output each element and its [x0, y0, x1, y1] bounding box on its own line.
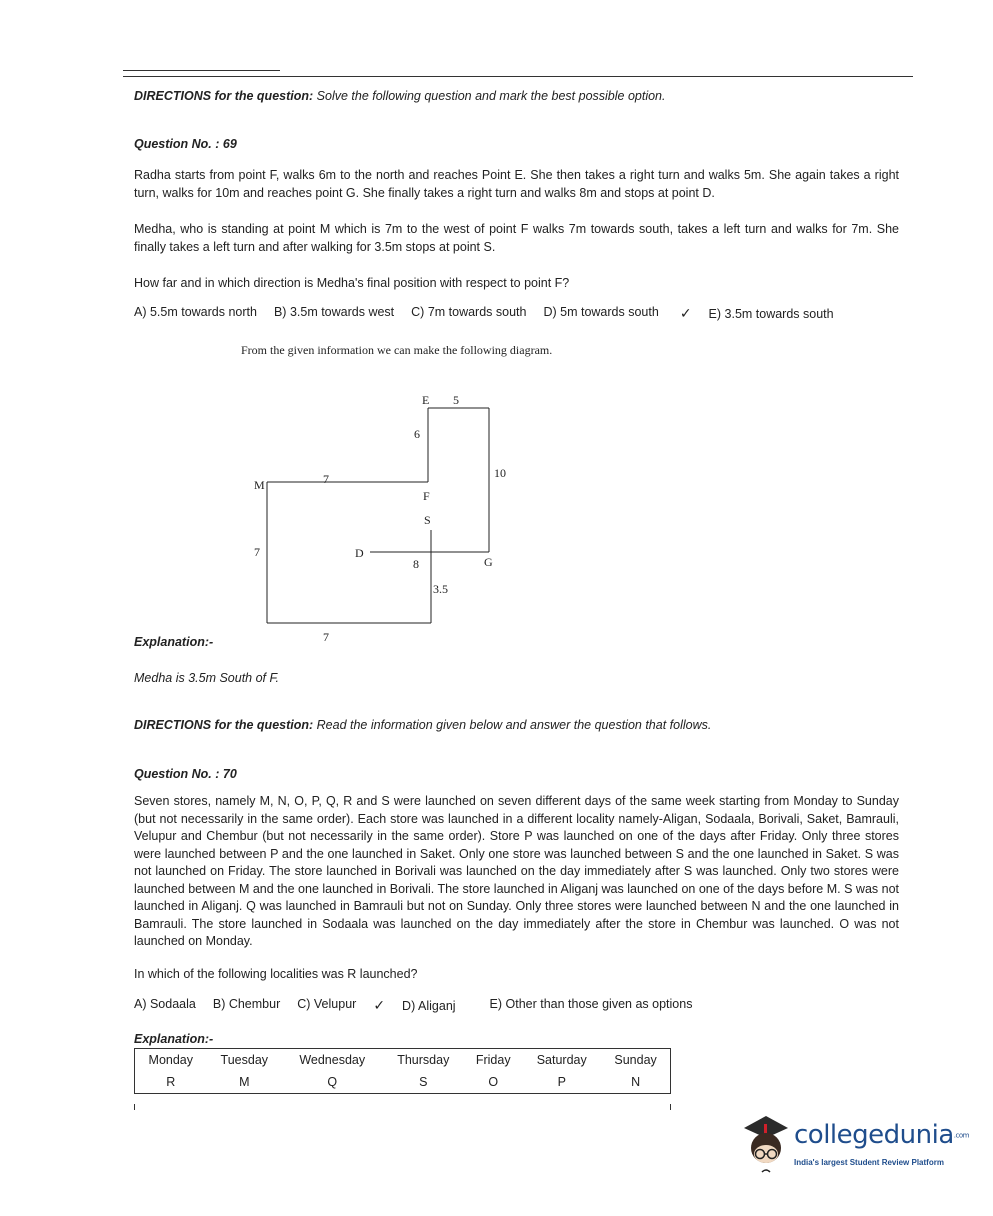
q69-explanation-label: Explanation:- [134, 635, 214, 649]
table-cell: S [419, 1075, 428, 1089]
table-cell: Q [327, 1075, 338, 1089]
q70-option-a[interactable]: A) Sodaala [134, 997, 196, 1011]
label-ef-seg: 6 [414, 427, 420, 441]
label-d: D [355, 546, 364, 560]
logo-wordmark [794, 1120, 969, 1150]
table-cell: Saturday [536, 1053, 587, 1067]
label-m-south-seg: 7 [254, 545, 260, 559]
label-bottom-seg: 7 [323, 630, 329, 644]
q70-question-number: Question No. : 70 [134, 767, 237, 781]
table-cell: R [166, 1075, 176, 1089]
label-f: F [423, 489, 430, 503]
q69-option-d[interactable]: D) 5m towards south [543, 305, 659, 319]
label-mf-seg: 7 [323, 472, 329, 486]
label-m: M [254, 478, 265, 492]
q69-option-a[interactable]: A) 5.5m towards north [134, 305, 257, 319]
table-cell: Sunday [614, 1053, 657, 1067]
correct-check-icon: ✓ [679, 305, 692, 321]
days-table [134, 1048, 671, 1094]
q69-directions-text: Solve the following question and mark the best possible option. [316, 89, 666, 103]
logo-suffix: .com [953, 1131, 969, 1140]
collegedunia-logo [740, 1110, 969, 1180]
q70-explanation-label: Explanation:- [134, 1032, 214, 1046]
q70-directions [134, 718, 711, 732]
q70-options [134, 997, 709, 1014]
table-cell: Tuesday [220, 1053, 269, 1067]
table-row [135, 1049, 671, 1072]
label-dg-seg: 8 [413, 557, 419, 571]
correct-check-icon: ✓ [373, 997, 386, 1013]
q70-option-d-label: D) Aliganj [402, 999, 456, 1013]
label-e-seg: 5 [453, 393, 459, 407]
mascot-icon [740, 1110, 792, 1176]
q69-directions-label: DIRECTIONS for the question: [134, 89, 314, 103]
q70-option-e[interactable]: E) Other than those given as options [489, 997, 693, 1011]
table-cell: Monday [148, 1053, 194, 1067]
q69-question-number: Question No. : 69 [134, 137, 237, 151]
table-cell: P [557, 1075, 566, 1089]
table-cell: Friday [475, 1053, 511, 1067]
table-row [135, 1071, 671, 1094]
q70-paragraph: Seven stores, namely M, N, O, P, Q, R and S were launched on seven different days of the same week starting from Monday to Sunday (but not necessarily in the same order). Each store was launched in a different locality namely-Aligan, Sodaala, Borivali, Saket, Bamrauli, Velupur and Chembur (but not necessarily in the same order). Store P was launched on one of the days after Friday. Only three stores were launched between P and the one launched in Saket. Only one store was launched between S and the one launched in Saket. S was not launched on Friday. The store launched in Borivali was launched on the day immediately after S was launched. Only two stores were launched between M and the one launched in Borivali. The store launched in Aliganj was launched on one of the days before M. S was not launched in Aliganj. Q was launched in Bamrauli but not on Sunday. Only three stores were launched between N and the one launched in Bamrauli. The store launched in Sodaala was launched on the day immediately after the store in Chembur was launched. O was not launched on Monday. [134, 794, 899, 948]
q70-directions-text: Read the information given below and answer the question that follows. [316, 718, 712, 732]
logo-tagline: India's largest Student Review Platform [794, 1158, 944, 1167]
logo-name: collegedunia [794, 1120, 954, 1150]
q69-paragraph-1: Radha starts from point F, walks 6m to the north and reaches Point E. She then takes a right turn and walks 5m. She again takes a right turn, walks for 10m and reaches point G. She finally takes a right turn and walks 8m and stops at point D. [134, 168, 899, 200]
q70-option-b[interactable]: B) Chembur [212, 997, 281, 1011]
table-cell: O [488, 1075, 499, 1089]
q70-question: In which of the following localities was R launched? [134, 967, 418, 981]
table-cell: M [239, 1075, 250, 1089]
label-e: E [422, 393, 430, 407]
q70-directions-label: DIRECTIONS for the question: [134, 718, 314, 732]
table-cutoff [134, 1104, 671, 1112]
q69-question: How far and in which direction is Medha's final position with respect to point F? [134, 276, 570, 290]
table-cell: N [631, 1075, 641, 1089]
label-g-seg: 10 [494, 466, 506, 480]
q69-option-b[interactable]: B) 3.5m towards west [273, 305, 395, 319]
q69-paragraph-2: Medha, who is standing at point M which is 7m to the west of point F walks 7m towards south, takes a left turn and walks for 7m. She finally takes a left turn and after walking for 3.5m stops at point S. [134, 222, 899, 254]
q69-explanation-text: Medha is 3.5m South of F. [134, 671, 279, 685]
q69-option-c[interactable]: C) 7m towards south [411, 305, 527, 319]
diagram-intro: From the given information we can make the following diagram. [241, 343, 553, 357]
q70-option-c[interactable]: C) Velupur [297, 997, 357, 1011]
table-cutoff-left [134, 1104, 135, 1110]
label-g: G [484, 555, 493, 569]
q70-option-d[interactable] [373, 997, 472, 1014]
table-cell: Wednesday [299, 1053, 366, 1067]
table-cell: Thursday [397, 1053, 450, 1067]
label-s: S [424, 513, 431, 527]
q69-option-e-label: E) 3.5m towards south [708, 307, 834, 321]
label-s-seg: 3.5 [433, 582, 448, 596]
table-cutoff-right [670, 1104, 671, 1110]
